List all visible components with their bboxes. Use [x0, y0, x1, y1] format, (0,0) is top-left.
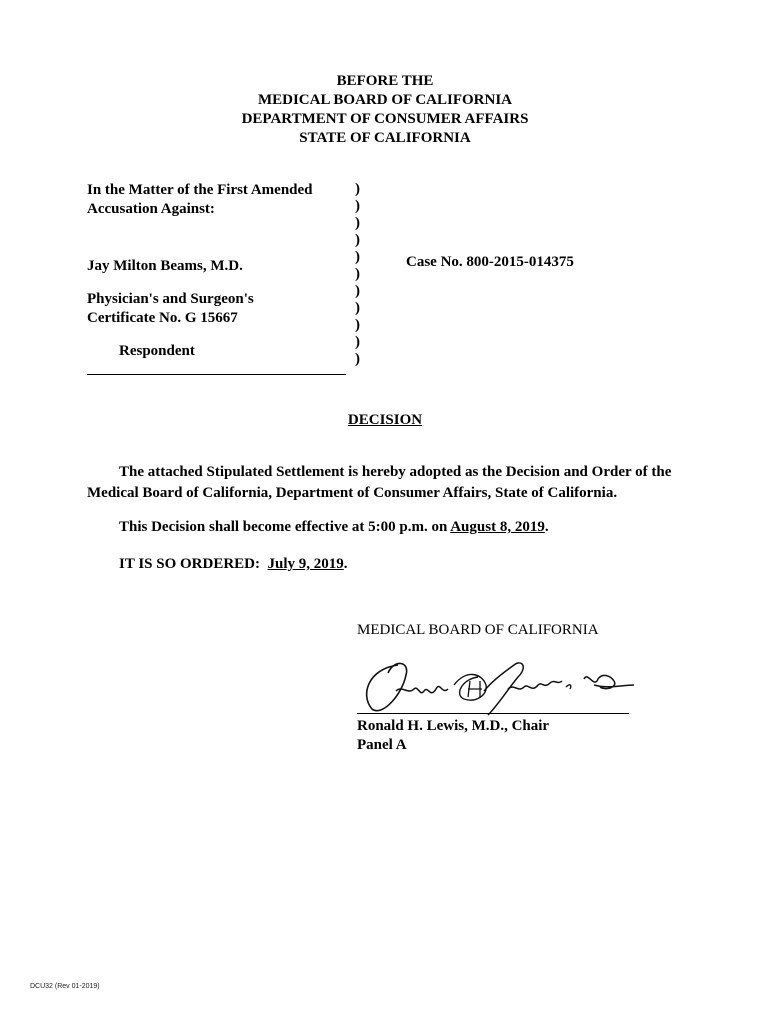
- paren: ): [355, 232, 360, 248]
- paren: ): [355, 249, 360, 265]
- matter-line-1: In the Matter of the First Amended: [87, 182, 313, 198]
- ordered-paragraph: [119, 556, 348, 573]
- paren: ): [355, 317, 360, 333]
- paren: ): [355, 334, 360, 350]
- paren: ): [355, 351, 360, 367]
- certificate-line-1: Physician's and Surgeon's: [87, 291, 254, 307]
- header-line-3: DEPARTMENT OF CONSUMER AFFAIRS: [241, 111, 529, 127]
- header-line-2: MEDICAL BOARD OF CALIFORNIA: [257, 92, 513, 108]
- case-caption: [87, 181, 357, 361]
- paren: ): [355, 181, 360, 197]
- case-number: Case No. 800-2015-014375: [406, 254, 574, 270]
- ordered-period: .: [343, 556, 348, 572]
- paren: ): [355, 283, 360, 299]
- board-name: MEDICAL BOARD OF CALIFORNIA: [357, 622, 599, 638]
- paren: ): [355, 266, 360, 282]
- handwritten-signature: [358, 655, 634, 717]
- effective-text: This Decision shall become effective at 5:00 p.m. on: [119, 519, 451, 535]
- matter-line-2: Accusation Against:: [87, 201, 215, 217]
- header-line-4: STATE OF CALIFORNIA: [299, 130, 471, 146]
- respondent-label: Respondent: [119, 343, 195, 359]
- caption-divider: [87, 374, 346, 375]
- decision-body: [87, 462, 687, 504]
- adoption-paragraph: The attached Stipulated Settlement is hereby adopted as the Decision and Order of the Medical Board of California, Department of Consumer Affairs, State of California.: [87, 464, 672, 501]
- effective-paragraph: [119, 519, 549, 536]
- paren: ): [355, 215, 360, 231]
- signer-block: [357, 717, 549, 755]
- paren: ): [355, 300, 360, 316]
- decision-title: DECISION: [347, 412, 423, 428]
- signature-line: [357, 713, 629, 714]
- caption-parentheses: [355, 181, 360, 368]
- effective-date: August 8, 2019: [450, 519, 545, 535]
- paren: ): [355, 198, 360, 214]
- certificate-line-2: Certificate No. G 15667: [87, 310, 238, 326]
- effective-period: .: [544, 519, 549, 535]
- ordered-date: July 9, 2019: [267, 556, 344, 572]
- signer-name: Ronald H. Lewis, M.D., Chair: [357, 718, 550, 734]
- signer-panel: Panel A: [357, 737, 407, 753]
- header-line-1: BEFORE THE: [336, 73, 434, 89]
- form-code: DCU32 (Rev 01-2019): [30, 983, 100, 990]
- document-header: [0, 72, 770, 148]
- ordered-text: IT IS SO ORDERED:: [119, 556, 268, 572]
- respondent-name: Jay Milton Beams, M.D.: [87, 258, 243, 274]
